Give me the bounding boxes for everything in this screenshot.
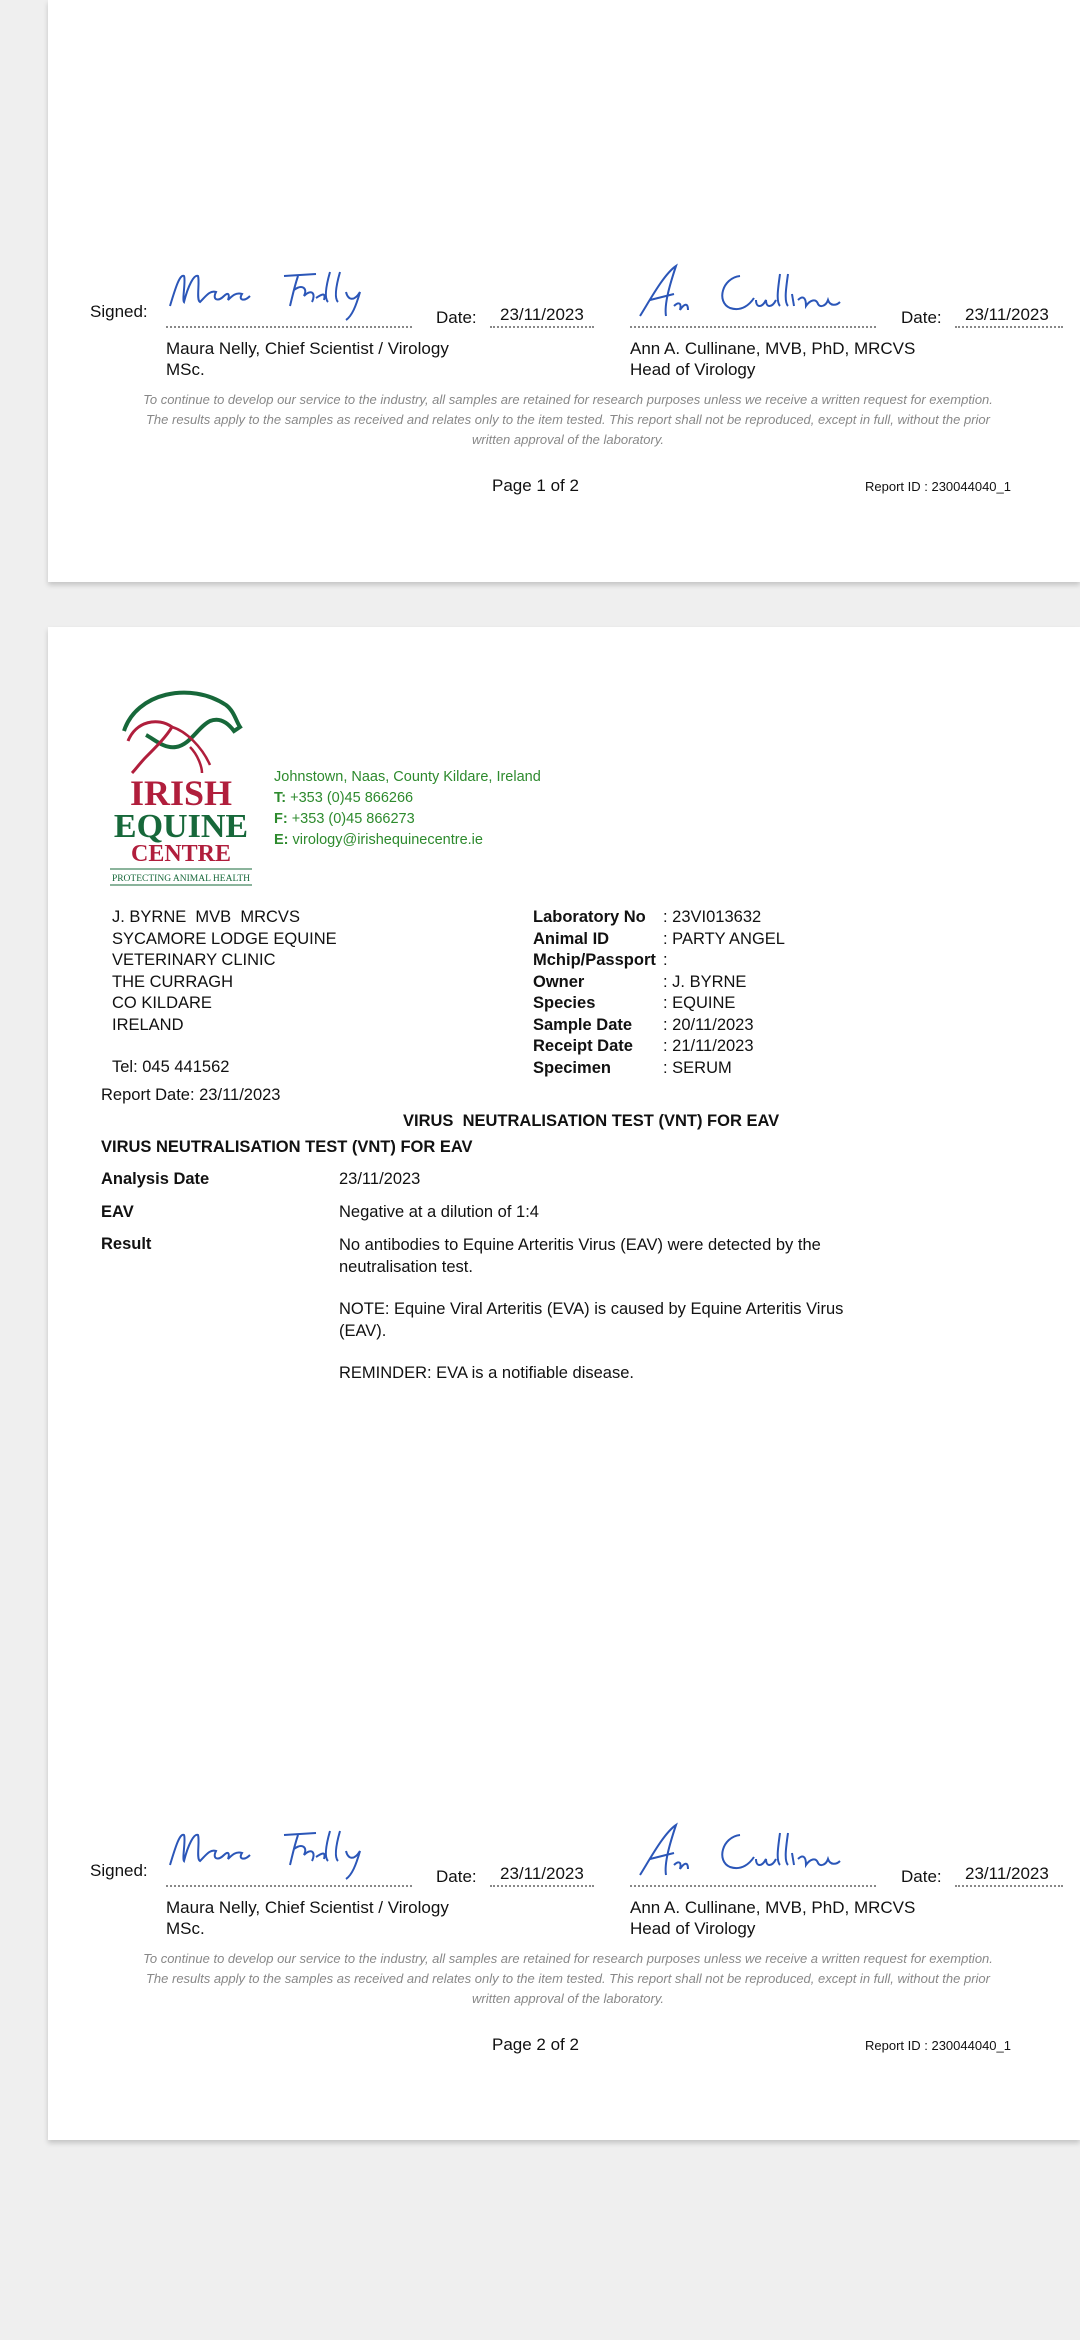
recipient-line: THE CURRAGH [112, 972, 234, 991]
signer-left-degree: MSc. [166, 1919, 205, 1938]
recipient-line: J. BYRNE MVB MRCVS [112, 908, 300, 926]
lab-info-key: Sample Date [533, 1015, 633, 1034]
disclaimer-line: written approval of the laboratory. [472, 1991, 664, 2006]
disclaimer [108, 390, 1028, 450]
contact-email [274, 830, 541, 851]
lab-info-key: Owner [533, 972, 585, 991]
signer-right [630, 338, 915, 380]
lab-info-value: : 23VI013632 [663, 908, 762, 926]
signer-right-title: Head of Virology [630, 360, 756, 379]
signer-right-name: Ann A. Cullinane, MVB, PhD, MRCVS [630, 1898, 916, 1917]
recipient-tel: Tel: 045 441562 [112, 1058, 230, 1076]
result-line: No antibodies to Equine Arteritis Virus (EAV) were detected by the [339, 1236, 821, 1254]
lab-info-key: Species [533, 994, 596, 1012]
date-value-left: 23/11/2023 [500, 305, 584, 324]
lab-info-row [533, 972, 785, 994]
signature-line-left [166, 326, 412, 328]
lab-info-row [533, 1015, 785, 1037]
signer-left-name: Maura Nelly, Chief Scientist / Virology [166, 1898, 449, 1917]
reminder-line: REMINDER: EVA is a notifiable disease. [339, 1364, 634, 1382]
disclaimer-line: written approval of the laboratory. [472, 432, 664, 447]
signature-block [48, 302, 1080, 522]
fax-value: +353 (0)45 866273 [291, 811, 415, 827]
result-text [339, 1235, 843, 1385]
result-label: Result [101, 1235, 152, 1253]
lab-info [533, 907, 785, 1079]
lab-info-row [533, 907, 785, 929]
logo-tagline: PROTECTING ANIMAL HEALTH [111, 874, 251, 884]
fax-label: F: [274, 811, 288, 827]
lab-info-value: : PARTY ANGEL [663, 929, 785, 948]
date-label-left: Date: [436, 1867, 477, 1886]
phone-value: +353 (0)45 866266 [290, 790, 414, 806]
lab-info-key: Receipt Date [533, 1037, 633, 1055]
recipient-line: CO KILDARE [112, 994, 212, 1012]
report-page-2 [48, 627, 1080, 2140]
date-value-right: 23/11/2023 [965, 1864, 1049, 1883]
test-title-centered: VIRUS NEUTRALISATION TEST (VNT) FOR EAV [403, 1112, 780, 1130]
lab-info-key: Mchip/Passport [533, 951, 656, 969]
lab-info-value: : [663, 951, 668, 969]
report-id: Report ID : 230044040_1 [865, 2038, 1011, 2053]
signature-block [48, 1861, 1080, 2081]
disclaimer-line: To continue to develop our service to the industry, all samples are retained for research purposes unless we receive a written request for exemption. [143, 1951, 993, 1966]
signature-maura-nelly [166, 1825, 426, 1885]
signature-maura-nelly [166, 266, 426, 326]
date-label-left: Date: [436, 308, 477, 327]
disclaimer-line: To continue to develop our service to the industry, all samples are retained for research purposes unless we receive a written request for exemption. [143, 392, 993, 407]
logo-text-irish: IRISH [129, 773, 233, 813]
recipient-line: SYCAMORE LODGE EQUINE [112, 929, 337, 948]
phone-label: T: [274, 790, 287, 806]
lab-info-value: : EQUINE [663, 994, 736, 1012]
date-value-left: 23/11/2023 [500, 1864, 584, 1883]
recipient-line: VETERINARY CLINIC [112, 951, 276, 969]
signature-line-right [630, 326, 876, 328]
date-line-left [490, 326, 594, 328]
signer-left-degree: MSc. [166, 360, 205, 379]
contact-details [274, 767, 541, 851]
signer-right-name: Ann A. Cullinane, MVB, PhD, MRCVS [630, 339, 916, 358]
email-value: virology@irishequinecentre.ie [292, 832, 483, 848]
note-line: (EAV). [339, 1321, 387, 1340]
lab-info-value: : 20/11/2023 [663, 1015, 754, 1034]
signed-label: Signed: [90, 302, 148, 321]
signature-line-left [166, 1885, 412, 1887]
report-id: Report ID : 230044040_1 [865, 479, 1011, 494]
lab-info-value: : SERUM [663, 1058, 732, 1077]
lab-info-row [533, 993, 785, 1015]
signature-ann-cullinane [630, 260, 870, 326]
lab-info-key: Specimen [533, 1058, 611, 1077]
lab-info-row [533, 950, 785, 972]
recipient-address [112, 907, 337, 1079]
date-line-right [955, 1885, 1063, 1887]
contact-fax [274, 809, 541, 830]
date-label-right: Date: [901, 308, 942, 327]
disclaimer-line: The results apply to the samples as received and relates only to the item tested. This report shall not be reproduced, except in full, without the prior [145, 1971, 990, 1986]
signer-left [166, 1897, 449, 1939]
logo-text-centre: CENTRE [130, 841, 232, 867]
signer-left [166, 338, 449, 380]
email-label: E: [274, 832, 289, 848]
lab-info-value: : 21/11/2023 [663, 1037, 754, 1055]
signer-right [630, 1897, 915, 1939]
contact-phone [274, 788, 541, 809]
signer-right-title: Head of Virology [630, 1919, 756, 1938]
signer-left-name: Maura Nelly, Chief Scientist / Virology [166, 339, 449, 358]
logo-text-equine: EQUINE [113, 808, 249, 845]
irish-equine-centre-logo [106, 687, 256, 887]
lab-info-row [533, 929, 785, 951]
page-number: Page 2 of 2 [492, 2035, 579, 2054]
note-line: NOTE: Equine Viral Arteritis (EVA) is caused by Equine Arteritis Virus [339, 1300, 844, 1318]
horse-logo-icon [106, 687, 256, 887]
eav-value: Negative at a dilution of 1:4 [339, 1203, 539, 1221]
lab-info-row [533, 1058, 785, 1080]
lab-info-row [533, 1036, 785, 1058]
analysis-date-value: 23/11/2023 [339, 1170, 421, 1188]
date-line-left [490, 1885, 594, 1887]
signed-label: Signed: [90, 1861, 148, 1880]
date-line-right [955, 326, 1063, 328]
lab-info-key: Animal ID [533, 929, 610, 948]
result-line: neutralisation test. [339, 1257, 473, 1276]
signature-line-right [630, 1885, 876, 1887]
page-number: Page 1 of 2 [492, 476, 579, 495]
test-title: VIRUS NEUTRALISATION TEST (VNT) FOR EAV [101, 1138, 473, 1156]
date-value-right: 23/11/2023 [965, 305, 1049, 324]
report-page-1 [48, 0, 1080, 582]
analysis-date-label: Analysis Date [101, 1170, 210, 1188]
eav-label: EAV [101, 1203, 134, 1221]
report-date: Report Date: 23/11/2023 [101, 1086, 281, 1104]
contact-address: Johnstown, Naas, County Kildare, Ireland [274, 769, 541, 785]
date-label-right: Date: [901, 1867, 942, 1886]
disclaimer [108, 1949, 1028, 2009]
lab-info-value: : J. BYRNE [663, 972, 747, 991]
signature-ann-cullinane [630, 1819, 870, 1885]
recipient-line: IRELAND [112, 1015, 184, 1034]
disclaimer-line: The results apply to the samples as received and relates only to the item tested. This report shall not be reproduced, except in full, without the prior [145, 412, 990, 427]
lab-info-key: Laboratory No [533, 908, 646, 926]
